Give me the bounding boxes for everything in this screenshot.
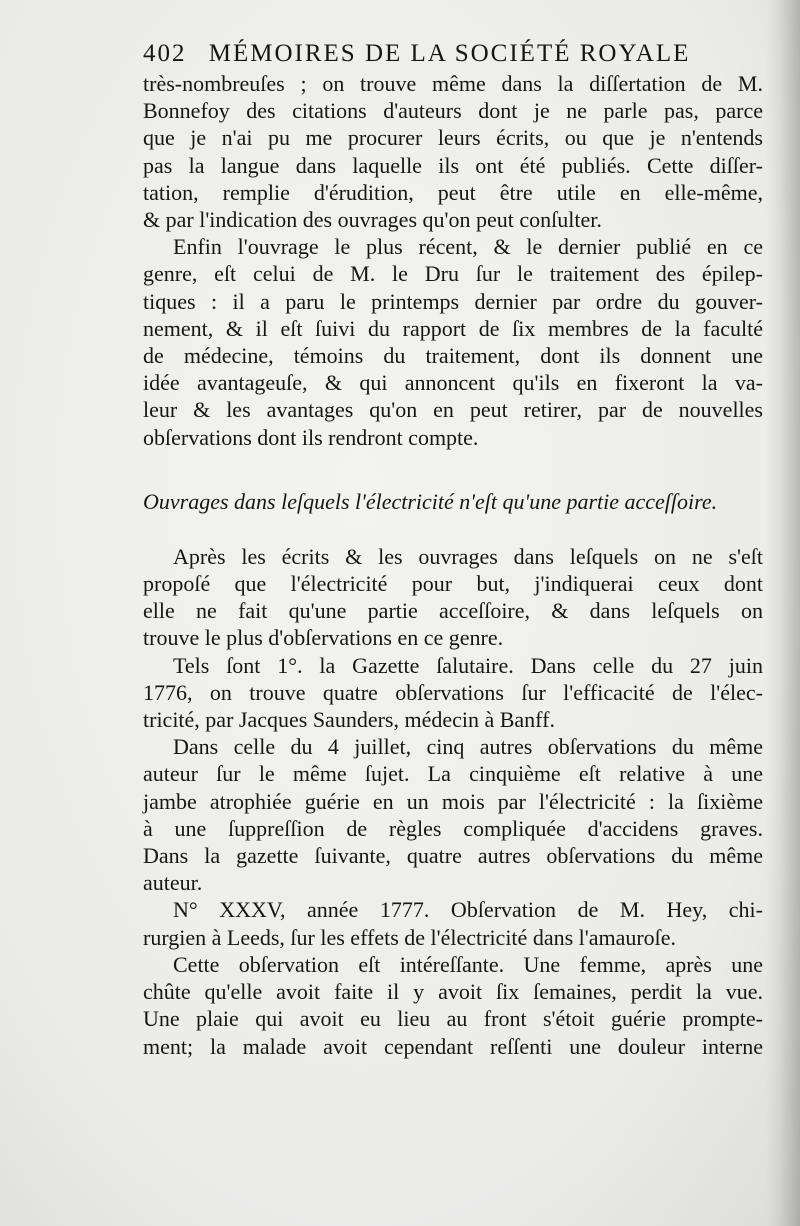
text-line: Enfin l'ouvrage le plus récent, & le dernier publié en ce [173,234,763,260]
page-gutter-shadow [766,0,800,1226]
page-header [143,40,773,74]
paragraph [143,951,763,1060]
text-line: de médecine, témoins du traitement, dont ils donnent une [143,343,763,369]
text-line: très-nombreuſes ; on trouve même dans la diſſertation de M. [143,71,763,96]
text-line: auteur ſur le même ſujet. La cinquième eſt relative à une [143,761,763,787]
text-line: obſervations dont ils rendront compte. [143,424,479,450]
text-line: ment; la malade avoit cependant reſſenti une douleur interne [143,1033,763,1059]
text-line: trouve le plus d'obſervations en ce genre. [143,625,504,651]
text-line: nement, & il eſt ſuivi du rapport de ſix membres de la faculté [143,315,763,341]
text-line: tation, remplie d'érudition, peut être utile en elle-même, [143,179,763,205]
text-line: 1776, on trouve quatre obſervations ſur l'efficacité de l'élec- [143,679,763,705]
text-line: idée avantageuſe, & qui annoncent qu'ils en fixeront la va- [143,370,763,396]
text-line: & par l'indication des ouvrages qu'on peut conſulter. [143,207,602,233]
paragraph [143,733,763,896]
paragraph [143,543,763,652]
text-line: rurgien à Leeds, ſur les effets de l'électricité dans l'amauroſe. [143,924,677,950]
text-line: jambe atrophiée guérie en un mois par l'électricité : la ſixième [143,788,763,814]
text-line: N° XXXV, année 1777. Obſervation de M. Hey, chi- [173,897,763,923]
running-title: MÉMOIRES DE LA SOCIÉTÉ ROYALE [208,40,691,67]
text-line: propoſé que l'électricité pour but, j'indiquerai ceux dont [143,571,763,597]
text-line: tiques : il a paru le printemps dernier par ordre du gouver- [143,288,763,314]
text-line: tricité, par Jacques Saunders, médecin à Banff. [143,707,555,733]
paragraph [143,233,763,451]
paragraph [143,70,763,233]
text-line: que je n'ai pu me procurer leurs écrits, ou que je n'entends [143,125,763,151]
text-line: Une plaie qui avoit eu lieu au front s'étoit guérie prompte- [143,1006,763,1032]
text-line: chûte qu'elle avoit faite il y avoit ſix ſemaines, perdit la vue. [143,979,763,1005]
text-line: Cette obſervation eſt intéreſſante. Une femme, après une [173,951,763,977]
text-line: genre, eſt celui de M. le Dru ſur le traitement des épilep- [143,261,763,287]
paragraph [143,896,763,950]
text-line: elle ne fait qu'une partie acceſſoire, & dans leſquels on [143,598,763,624]
section-heading: Ouvrages dans leſquels l'électricité n'eſt qu'une partie acceſſoire. [143,488,718,514]
page-number: 402 [143,40,187,67]
page-body [143,70,763,1060]
text-line: Après les écrits & les ouvrages dans leſquels on ne s'eſt [173,543,763,569]
text-line: Dans la gazette ſuivante, quatre autres obſervations du même [143,843,763,869]
text-line: Bonnefoy des citations d'auteurs dont je ne parle pas, parce [143,98,763,124]
paragraph [143,652,763,734]
text-line: auteur. [143,870,203,896]
text-line: leur & les avantages qu'on en peut retirer, par de nouvelles [143,397,763,423]
text-line: Dans celle du 4 juillet, cinq autres obſervations du même [173,734,763,760]
text-line: à une ſuppreſſion de règles compliquée d'accidens graves. [143,815,763,841]
text-line: pas la langue dans laquelle ils ont été publiés. Cette diſſer- [143,152,763,178]
text-line: Tels ſont 1°. la Gazette ſalutaire. Dans celle du 27 juin [173,652,763,678]
